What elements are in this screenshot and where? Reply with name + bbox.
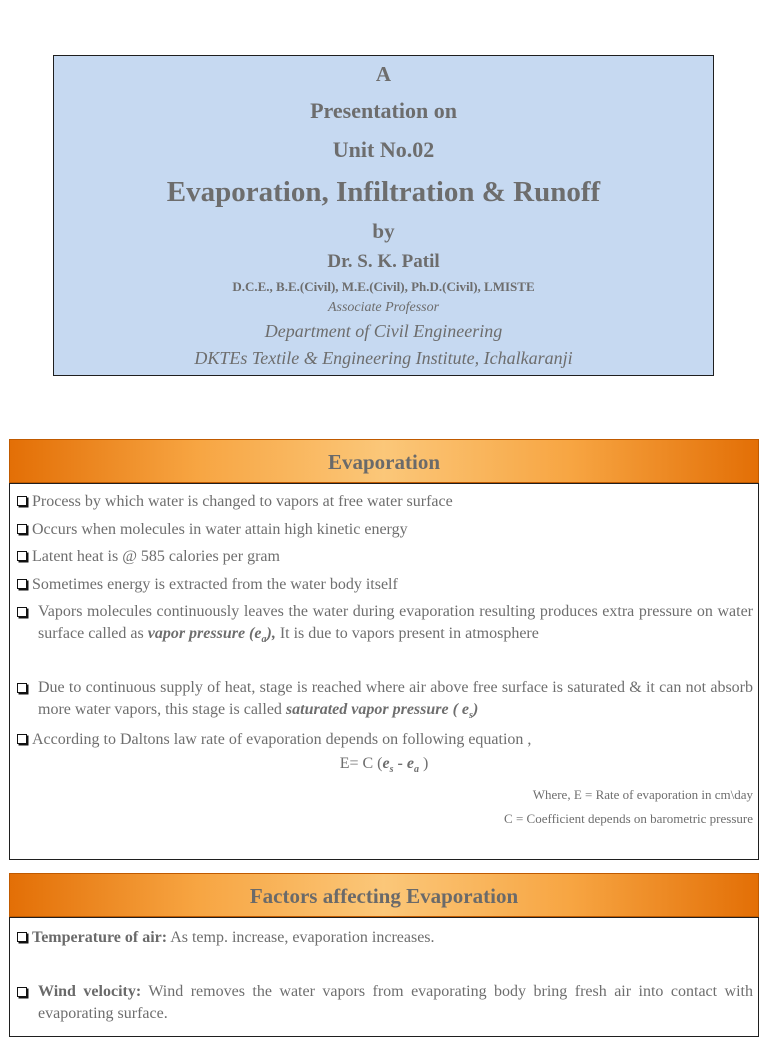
checkbox-bullet-icon <box>17 607 27 617</box>
checkbox-bullet-icon <box>17 683 27 693</box>
checkbox-bullet-icon <box>17 932 27 942</box>
checkbox-bullet-icon <box>17 551 27 561</box>
list-item: Sometimes energy is extracted from the water body itself <box>17 574 753 596</box>
equation-note-c: C = Coefficient depends on barometric pressure <box>504 811 753 826</box>
factors-body <box>9 917 759 1037</box>
evaporation-body <box>9 483 759 860</box>
title-line-by: by <box>372 219 395 243</box>
list-item: Due to continuous supply of heat, stage is reached where air above free surface is saturated & it can not absorb more water vapors, this stage is called saturated vapor pressure ( $e_s$) <box>17 677 753 727</box>
list-item: According to Daltons law rate of evaporation depends on following equation , <box>17 729 753 751</box>
department: Department of Civil Engineering <box>264 321 503 341</box>
dalton-equation: E= C ($e_s - e_a$ ) <box>339 755 429 776</box>
checkbox-bullet-icon <box>17 496 27 506</box>
author-designation: Associate Professor <box>327 300 440 315</box>
list-item: Temperature of air: As temp. increase, evaporation increases. <box>17 927 753 949</box>
checkbox-bullet-icon <box>17 524 27 534</box>
author-qualifications: D.C.E., B.E.(Civil), M.E.(Civil), Ph.D.(Civil), LMISTE <box>232 279 535 294</box>
checkbox-bullet-icon <box>17 734 27 744</box>
list-item: Occurs when molecules in water attain high kinetic energy <box>17 519 753 541</box>
list-item: Process by which water is changed to vapors at free water surface <box>17 491 753 513</box>
checkbox-bullet-icon <box>17 579 27 589</box>
equation-note-e: Where, E = Rate of evaporation in cm\day <box>532 787 753 802</box>
checkbox-bullet-icon <box>17 987 27 997</box>
title-line-unit: Unit No.02 <box>332 137 435 162</box>
title-topic: Evaporation, Infiltration & Runoff <box>166 176 601 208</box>
title-line-presentation: Presentation on <box>310 98 457 123</box>
title-line-a: A <box>375 62 392 86</box>
title-slide <box>53 55 714 376</box>
evaporation-header: Evaporation <box>9 439 759 483</box>
list-item: Latent heat is @ 585 calories per gram <box>17 546 753 568</box>
institute: DKTEs Textile & Engineering Institute, Ichalkaranji <box>194 348 573 368</box>
list-item: Wind velocity: Wind removes the water vapors from evaporating body bring fresh air into contact with evaporating surface. <box>17 981 753 1025</box>
author-name: Dr. S. K. Patil <box>327 251 440 272</box>
factors-header: Factors affecting Evaporation <box>9 873 759 917</box>
list-item: Vapors molecules continuously leaves the water during evaporation resulting produces extra pressure on water surface called as vapor pressure $(e_a)$, It is due to vapors present in atmosphere <box>17 601 753 651</box>
